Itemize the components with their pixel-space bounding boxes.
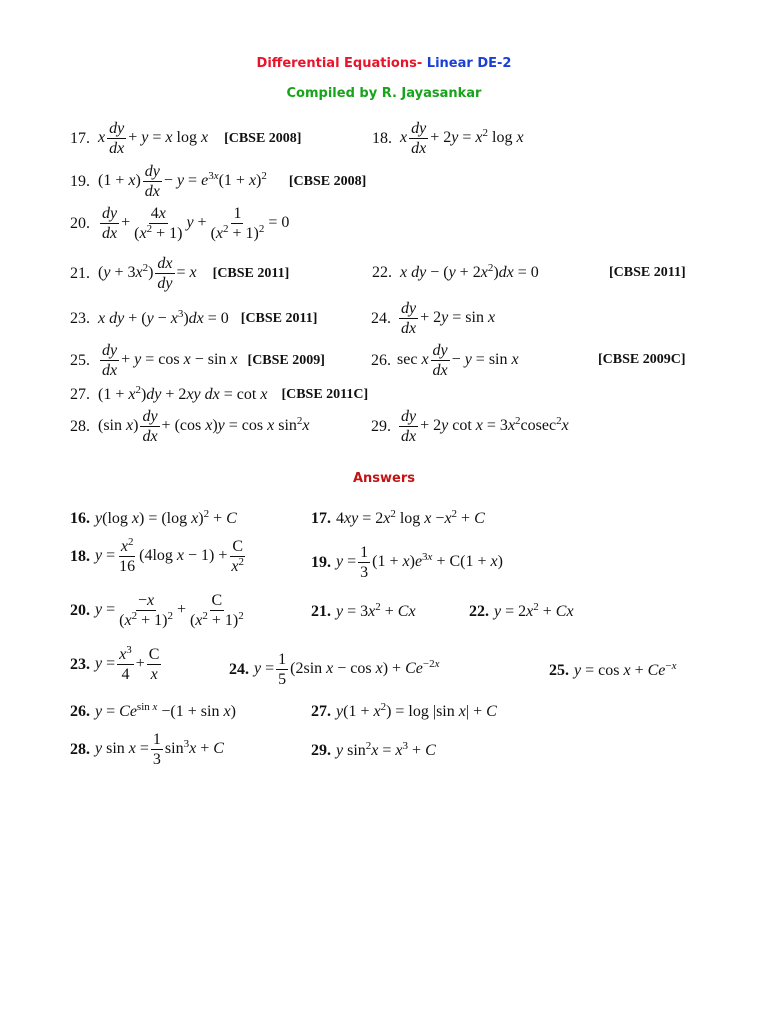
title-main: Differential Equations-: [256, 56, 423, 71]
answer-16: 16. y(log x) = (log x)$^2$ + C: [70, 508, 237, 527]
answer-21: 21. $y = 3x^2 + Cx$: [311, 601, 416, 620]
question-22-tag: [609, 264, 686, 282]
equation: $y = 2x^2 + Cx$: [494, 601, 574, 620]
equation: x dy + $(y - x^3)dx = 0$: [98, 308, 229, 327]
equation: $\frac{dy}{dx}$ + $\frac{4x}{(x^2 + 1)}$ y + $\frac{1}{(x^2 + 1)^2}$ = 0: [102, 205, 290, 242]
answer-19: 19. y = $\frac{1}{3}$ $(1 + x)e^{3x} + C(1 + x)$: [311, 544, 503, 581]
answer-20: 20. y = $\frac{-x}{(x^2 + 1)^2}$ + $\frac{C}{(x^2 + 1)^2}$: [70, 592, 248, 629]
cbse-tag: [CBSE 2011]: [212, 265, 290, 281]
answers-heading: Answers: [352, 471, 416, 486]
equation: (1 + x) $\frac{dy}{dx}$ − $y = e^{3x}(1 + x)^2$: [98, 163, 267, 200]
answer-24: 24. y = $\frac{1}{5}$ (2sin $x - \cos x) + Ce^{-2x}$: [229, 651, 440, 688]
cbse-tag: [CBSE 2008]: [224, 130, 302, 146]
cbse-tag: [CBSE 2011]: [240, 311, 318, 326]
answer-18: 18. y = $\frac{x^2}{16}$ (4log x − 1) + $\frac{C}{x^2}$: [70, 538, 248, 575]
cbse-tag: [CBSE 2008]: [288, 173, 367, 189]
page-title: [0, 56, 768, 71]
equation: $y = \cos x + Ce^{-x}$: [574, 660, 677, 679]
question-17: 17. x $\frac{dy}{dx}$ + y = x log x [CBSE 2008]: [70, 120, 302, 157]
cbse-tag: [CBSE 2011]: [609, 265, 686, 280]
question-23: 23. x dy + $(y - x^3)dx = 0$ [CBSE 2011]: [70, 308, 318, 327]
equation: $\frac{dy}{dx}$ + 2y $\cot x = 3x^2cosec^2x$: [401, 408, 569, 445]
equation: sec x $\frac{dy}{dx}$ − y = sin x: [397, 342, 519, 379]
question-27: 27. $(1 + x^2)dy + 2xy$ dx = cot x [CBSE 2011C]: [70, 384, 369, 403]
answer-27: 27. $y(1 + x^2) = \log |\sin$ x| + C: [311, 701, 497, 720]
cbse-tag: [CBSE 2011C]: [281, 387, 369, 402]
equation: y sin x = $\frac{1}{3}$ $\sin^3x + C$: [95, 731, 224, 768]
equation: y = $\frac{x^2}{16}$ (4log x − 1) + $\frac{C}{x^2}$: [95, 536, 245, 575]
question-24: 24. $\frac{dy}{dx}$ + 2y = sin x: [371, 300, 496, 337]
equation: (sin x) $\frac{dy}{dx}$ + (cos x)y = cos x $\sin^2x$: [98, 408, 310, 445]
answer-25: 25. $y = \cos x + Ce^{-x}$: [549, 660, 677, 679]
question-22: 22. x dy − $(y + 2x^2)dx = 0$: [372, 262, 539, 281]
equation: x dy − $(y + 2x^2)dx = 0$: [400, 262, 539, 281]
equation: y = $\frac{1}{5}$ (2sin $x - \cos x) + Ce^{-2x}$: [254, 651, 440, 688]
equation: $4xy = 2x^2$ $\log x -x^2 + C$: [336, 508, 485, 527]
question-21: 21. $(y + 3x^2)$ $\frac{dx}{dy}$ = x [CBSE 2011]: [70, 255, 290, 292]
answer-29: 29. y $\sin^2x = x^3 + C$: [311, 740, 436, 759]
question-20: 20. $\frac{dy}{dx}$ + $\frac{4x}{(x^2 + 1)}$ y + $\frac{1}{(x^2 + 1)^2}$ = 0: [70, 205, 290, 242]
equation: $\frac{dy}{dx}$ + y = cos x − sin x: [102, 342, 238, 379]
cbse-tag: [CBSE 2009]: [247, 352, 325, 368]
compiler-credit: Compiled by R. Jayasankar: [286, 86, 482, 101]
question-26-tag: [598, 351, 686, 369]
answer-28: 28. y sin x = $\frac{1}{3}$ $\sin^3x + C$: [70, 731, 224, 768]
equation: $(1 + x^2)dy + 2xy$ dx = cot x: [98, 384, 268, 403]
cbse-tag: [CBSE 2009C]: [598, 352, 686, 367]
question-29: 29. $\frac{dy}{dx}$ + 2y $\cot x = 3x^2cosec^2x$: [371, 408, 569, 445]
question-19: 19. (1 + x) $\frac{dy}{dx}$ − $y = e^{3x}(1 + x)^2$ [CBSE 2008]: [70, 163, 367, 200]
answer-17: 17. $4xy = 2x^2$ $\log x -x^2 + C$: [311, 508, 485, 527]
equation: $\frac{dy}{dx}$ + 2y = sin x: [401, 300, 496, 337]
equation: $y = 3x^2 + Cx$: [336, 601, 416, 620]
equation: x $\frac{dy}{dx}$ + $2y = x^2$ log x: [400, 120, 524, 157]
question-25: 25. $\frac{dy}{dx}$ + y = cos x − sin x [CBSE 2009]: [70, 342, 325, 379]
equation: $y(1 + x^2) = \log |\sin$ x| + C: [336, 701, 497, 720]
equation: y = $\frac{1}{3}$ $(1 + x)e^{3x} + C(1 + x)$: [336, 544, 503, 581]
question-18: 18. x $\frac{dy}{dx}$ + $2y = x^2$ log x: [372, 120, 524, 157]
answer-26: 26. $y = Ce^{sin x} -(1 + \sin x)$: [70, 701, 236, 720]
equation: y = $\frac{-x}{(x^2 + 1)^2}$ + $\frac{C}{(x^2 + 1)^2}$: [95, 592, 244, 629]
question-28: 28. (sin x) $\frac{dy}{dx}$ + (cos x)y = cos x $\sin^2x$: [70, 408, 310, 445]
equation: $(y + 3x^2)$ $\frac{dx}{dy}$ = x: [98, 255, 197, 292]
equation: $y = Ce^{sin x} -(1 + \sin x)$: [95, 701, 236, 720]
equation: y $\sin^2x = x^3 + C$: [336, 740, 436, 759]
question-26: 26. sec x $\frac{dy}{dx}$ − y = sin x: [371, 342, 519, 379]
equation: y(log x) = (log x)$^2$ + C: [95, 508, 237, 527]
equation: y = $\frac{x^3}{4}$ + $\frac{C}{x}$: [95, 644, 160, 683]
answer-23: 23. y = $\frac{x^3}{4}$ + $\frac{C}{x}$: [70, 646, 163, 683]
title-topic: Linear DE-2: [426, 56, 512, 71]
answer-22: 22. $y = 2x^2 + Cx$: [469, 601, 574, 620]
equation: x $\frac{dy}{dx}$ + y = x log x: [98, 120, 209, 157]
